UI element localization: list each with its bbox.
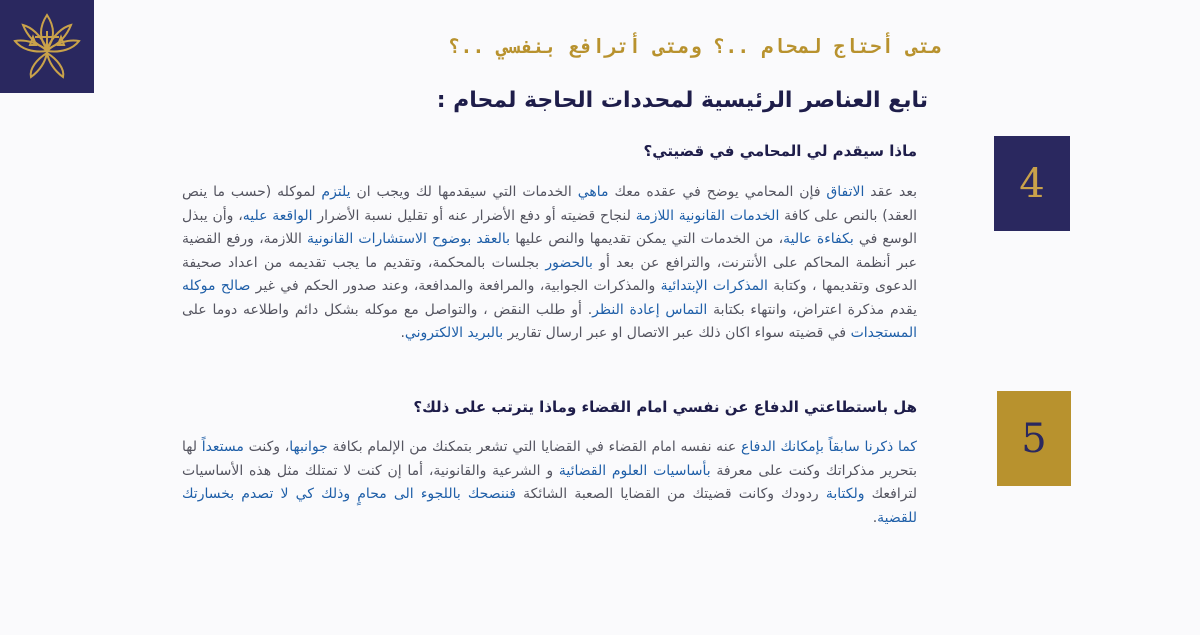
highlighted-phrase: يلتزم — [321, 184, 351, 200]
paragraph-text: و الشرعية والقانونية، أما إن كنت لا تمتلك مثل هذه الأساسيات لترافعك — [182, 462, 917, 502]
highlighted-phrase: جوانبها — [289, 439, 328, 455]
highlighted-phrase: المستجدات — [850, 325, 917, 341]
answer-paragraph — [182, 436, 917, 530]
section-number-badge: 4 — [994, 136, 1070, 231]
highlighted-phrase: بالعقد بوضوح الاستشارات القانونية — [307, 231, 511, 247]
highlighted-phrase: التماس إعادة النظر — [592, 301, 708, 318]
highlighted-phrase: ماهي — [577, 184, 609, 200]
highlighted-phrase: الواقعة عليه — [242, 207, 313, 224]
highlighted-phrase: ولكتابة — [825, 486, 865, 502]
paragraph-text: في قضيته سواء اكان ذلك عبر الاتصال او عبر ارسال تقارير — [503, 325, 851, 341]
page-title: تابع العناصر الرئيسية لمحددات الحاجة لمحام : — [436, 88, 928, 113]
highlighted-phrase: الاتفاق — [826, 184, 865, 200]
highlighted-phrase: صالح موكله — [182, 278, 251, 294]
golden-lotus-scales-icon — [9, 7, 85, 87]
paragraph-text: ، من الخدمات التي يمكن تقديمها والنص عليها — [510, 231, 784, 247]
paragraph-text: لموكله (حسب ما ينص العقد) بالنص على كافة — [182, 184, 917, 224]
section-number-badge: 5 — [997, 391, 1071, 486]
question-heading: هل باستطاعتي الدفاع عن نفسي امام القضاء وماذا يترتب على ذلك؟ — [413, 398, 917, 416]
paragraph-text: بعد عقد — [864, 184, 917, 200]
paragraph-text: ، وكنت — [243, 439, 290, 455]
paragraph-text: فإن المحامي يوضح في عقده معك — [608, 184, 827, 200]
paragraph-text: لنجاح قضيته أو دفع الأضرار عنه أو تقليل نسبة الأضرار — [312, 207, 636, 224]
paragraph-text: . — [400, 325, 405, 341]
paragraph-text: ردودك وكانت قضيتك من القضايا الصعبة الشائكة — [516, 486, 826, 502]
highlighted-phrase: بالحضور — [545, 254, 593, 271]
paragraph-text: والمذكرات الجوابية، والمرافعة والمدافعة، وعند صدور الحكم في غير — [250, 278, 661, 294]
logo — [0, 0, 94, 93]
highlighted-phrase: المذكرات الإبتدائية — [660, 278, 768, 294]
highlighted-phrase: بأساسيات العلوم القضائية — [558, 462, 711, 479]
paragraph-text: اللازمة، ورفع القضية عبر أنظمة المحاكم على الأنترنت، والترافع عن بعد أو — [182, 231, 917, 271]
highlighted-phrase: الخدمات القانونية اللازمة — [635, 207, 780, 224]
paragraph-text: ، وأن يبذل الوسع في — [182, 207, 917, 247]
question-heading: ماذا سيقدم لي المحامي في قضيتي؟ — [643, 142, 917, 160]
paragraph-text: لها بتحرير مذكراتك وكنت على معرفة — [182, 439, 917, 479]
paragraph-text: . — [872, 509, 878, 526]
highlighted-phrase: كما ذكرنا سابقاً بإمكانك الدفاع — [740, 439, 917, 455]
section-question — [182, 142, 917, 160]
highlighted-phrase: فننصحك باللجوء الى محامٍ وذلك كي لا تصدم بخسارتك للقضية — [182, 486, 917, 526]
highlighted-phrase: بالبريد الالكتروني — [404, 325, 504, 341]
section-body — [182, 436, 917, 530]
paragraph-text: بجلسات بالمحكمة، وتقديم ما يجب تقديمه من اعداد صحيفة الدعوى وتقديمها ، وكتابة — [182, 254, 917, 294]
highlighted-phrase: بكفاءة عالية — [783, 231, 854, 247]
paragraph-text: يقدم مذكرة اعتراض، وانتهاء بكتابة — [707, 301, 917, 318]
paragraph-text: الخدمات التي سيقدمها لك ويجب ان — [350, 184, 578, 200]
section-question — [182, 398, 917, 416]
answer-paragraph — [182, 181, 917, 346]
paragraph-text: . أو طلب النقض ، والتواصل مع موكله بشكل دائم واطلاعه دوما على — [182, 301, 593, 318]
page-tagline: متى أحتاج لمحام ..؟ ومتى أترافع بنفسي ..؟ — [448, 34, 942, 58]
paragraph-text: عنه نفسه امام القضاء في القضايا التي تشعر بتمكنك من الإلمام بكافة — [327, 439, 741, 455]
section-body — [182, 181, 917, 346]
highlighted-phrase: مستعداً — [201, 439, 244, 455]
